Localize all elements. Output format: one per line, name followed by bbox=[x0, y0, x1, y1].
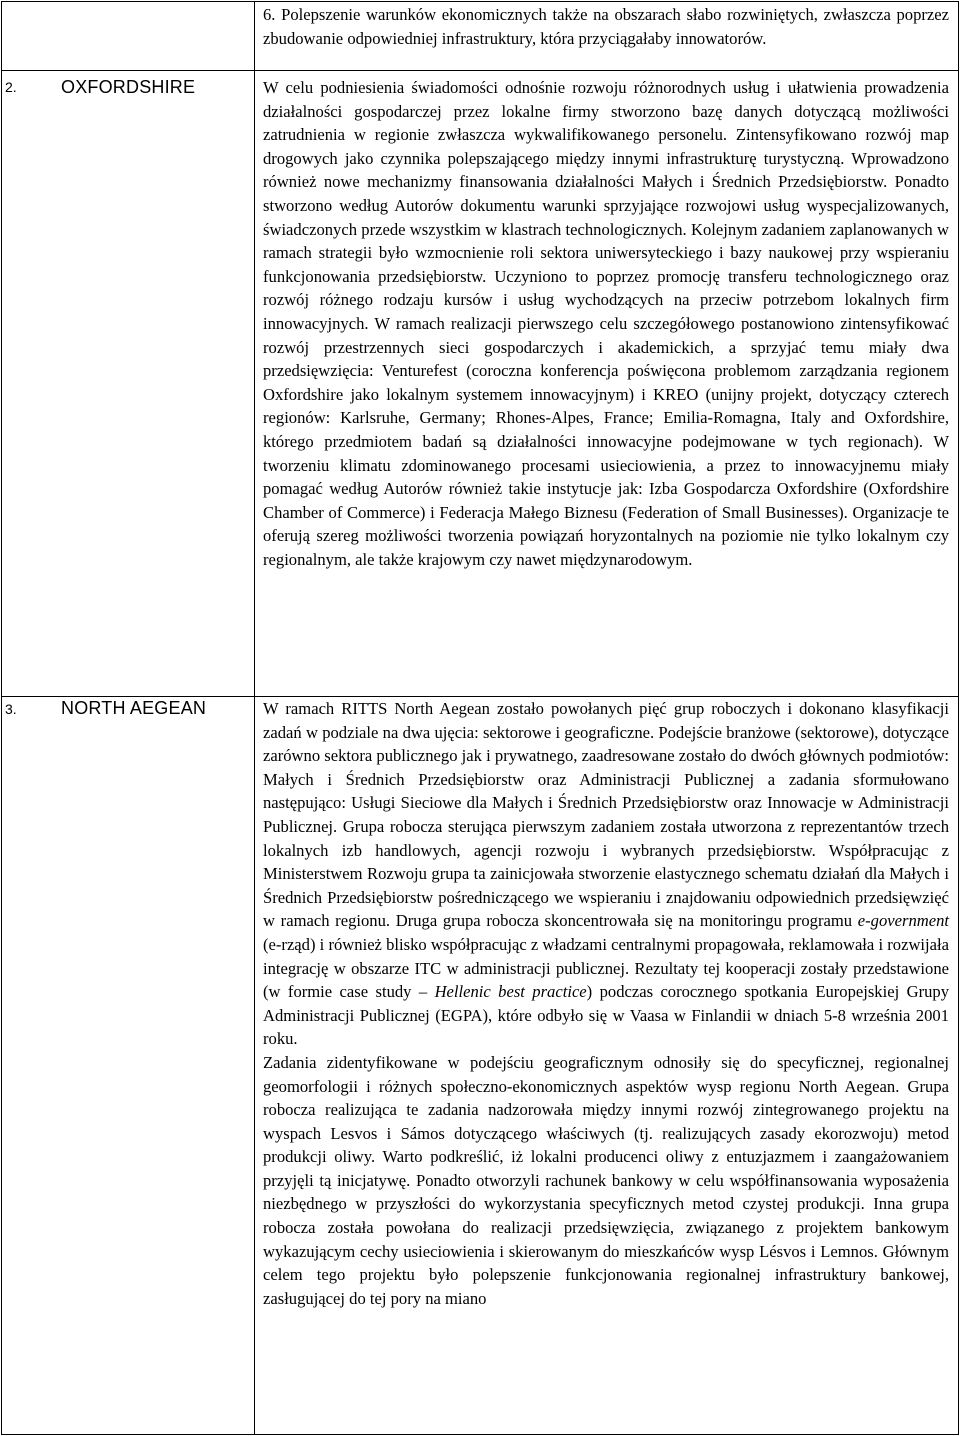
row-number: 3. bbox=[5, 701, 17, 717]
paragraph: W celu podniesienia świadomości odnośnie rozwoju różnorodnych usług i ułatwienia prowadzenia działalności gospodarczej przez lokalne firmy stworzono bazę danych dotyczącą możliwości zatrudnienia w regionie zwłaszcza wykwalifikowanego personelu. Zintensyfikowano rozwój map drogowych jako czynnika polepszającego między innymi infrastrukturę turystyczną. Wprowadzono również nowe mechanizmy finansowania działalności Małych i Średnich Przedsiębiorstw. Ponadto stworzono według Autorów dokumentu warunki sprzyjające rozwojowi usług wyspecjalizowanych, świadczonych przede wszystkim w klastrach technologicznych. Kolejnym zadaniem zaplanowanych w ramach strategii było wzmocnienie roli sektora uniwersyteckiego i bazy naukowej przy wspieraniu funkcjonowania przedsiębiorstw. Uczyniono to poprzez promocję transferu technologicznego oraz rozwój różnego rodzaju kursów i usług wychodzących na przeciw potrzebom lokalnych firm innowacyjnych. W ramach realizacji pierwszego celu szczegółowego postanowiono zintensyfikować rozwój przestrzennych sieci gospodarczych i akademickich, a sprzyjać temu miały dwa przedsięwzięcia: Venturefest (coroczna konferencja poświęcona problemom zarządzania regionem Oxfordshire jako lokalnym systemem innowacyjnym) i KREO (unijny projekt, dotyczący czterech regionów: Karlsruhe, Germany; Rhones-Alpes, France; Emilia-Romagna, Italy and Oxfordshire, którego przedmiotem badań są działalności innowacyjne podejmowane w tych regionach). W tworzeniu klimatu zdominowanego procesami usieciowienia, a przez to innowacyjnemu miały pomagać według Autorów również takie instytucje jak: Izba Gospodarcza Oxfordshire (Oxfordshire Chamber of Commerce) i Federacja Małego Biznesu (Federation of Small Businesses). Organizacje te oferują szereg możliwości tworzenia powiązań horyzontalnych na poziomie nie tylko lokalnym czy regionalnym, ale także krajowym czy nawet międzynarodowym. bbox=[263, 78, 949, 569]
row-divider bbox=[1, 70, 959, 71]
column-divider bbox=[254, 1, 255, 1435]
row-number: 2. bbox=[5, 79, 17, 95]
text-span: (e-rząd) i również blisko współpracując z władzami centralnymi propagowała, reklamowała i rozwijała integrację w obszarze ITC w administracji publicznej. Rezultaty tej kooperacji zostały przedstawione (w formie case study – bbox=[263, 934, 949, 1002]
region-name: OXFORDSHIRE bbox=[61, 77, 196, 97]
row-2-content bbox=[263, 76, 949, 571]
region-name: NORTH AEGEAN bbox=[61, 698, 207, 718]
text-span: ) podczas corocznego spotkania Europejskiej Grupy Administracji Publicznej (EGPA), które odbyło się w Vaasa w Finlandii w dniach 5-8 września 2001 roku. bbox=[263, 982, 949, 1049]
paragraph: 6. Polepszenie warunków ekonomicznych także na obszarach słabo rozwiniętych, zwłaszcza poprzez zbudowanie odpowiedniej infrastruktury, która przyciągałaby innowatorów. bbox=[263, 5, 949, 48]
paragraph: Zadania zidentyfikowane w podejściu geograficznym odnosiły się do specyficznej, regionalnej geomorfologii i różnych społeczno-ekonomicznych aspektów wysp regionu North Aegean. Grupa robocza realizująca te zadania nadzorowała między innymi rozwój zintegrowanego projektu na wyspach Lesvos i Sámos dotyczącego właściwych (tj. realizujących zasady ekorozwoju) metod produkcji oliwy. Warto podkreślić, iż lokalni producenci oliwy z entuzjazmem i zaangażowaniem przyjęli tą inicjatywę. Ponadto otworzyli rachunek bankowy w celu współfinansowania wyposażenia niezbędnego w przyszłości do wykorzystania specyficznych metod czystej produkcji. Inna grupa robocza została powołana do realizacji przedsięwzięcia, związanego z projektem bankowym wykazującym cechy usieciowienia i skierowanym do mieszkańców wysp Lésvos i Lemnos. Głównym celem tego projektu było polepszenie funkcjonowania regionalnej infrastruktury bankowej, zasługującej do tej pory na miano bbox=[263, 1052, 949, 1308]
paragraph bbox=[263, 697, 949, 1051]
italic-span: e-government bbox=[857, 911, 949, 931]
italic-span: Hellenic best practice bbox=[434, 982, 587, 1002]
text-span: W ramach RITTS North Aegean zostało powołanych pięć grup roboczych i dokonano klasyfikacji zadań w podziale na dwa ujęcia: sektorowe i geograficzne. Podejście branżowe (sektorowe), dotyczące zarówno sektora publicznego jak i prywatnego, zaadresowane zostało do dwóch głównych podmiotów: Małych i Średnich Przedsiębiorstw oraz Administracji Publicznej a zadania sformułowano następująco: Usługi Sieciowe dla Małych i Średnich Przedsiębiorstw oraz Innowacje w Administracji Publicznej. Grupa robocza sterująca pierwszym zadaniem została utworzona z reprezentantów trzech lokalnych izb handlowych, agencji rozwoju i wybranych przedsiębiorstw. Współpracując z Ministerstwem Rozwoju grupa ta zainicjowała stworzenie elastycznego schematu działań dla Małych i Średnich Przedsiębiorstw pośredniczącego we wspieraniu i znajdowaniu odpowiednich przedsięwzięć w ramach regionu. Druga grupa robocza skoncentrowała się na monitoringu programu bbox=[263, 699, 949, 931]
row-1-content bbox=[263, 3, 949, 50]
row-3-content bbox=[263, 697, 949, 1310]
